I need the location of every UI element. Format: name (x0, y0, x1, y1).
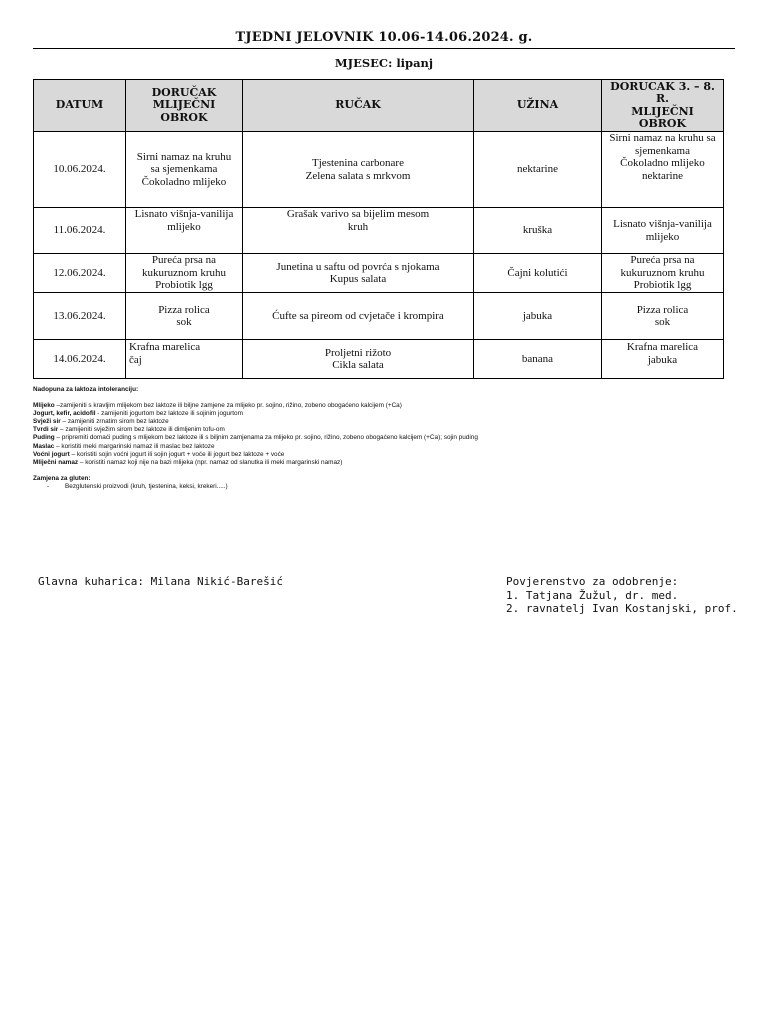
lactose-item (33, 451, 733, 459)
lactose-term: Mliječni namaz (33, 458, 79, 466)
cell-datum: 13.06.2024. (34, 293, 126, 340)
month-subtitle: MJESEC: lipanj (334, 56, 434, 70)
cell-line: Tjestenina carbonare (312, 157, 404, 169)
cell-line: mlijeko (645, 230, 680, 243)
table-row (34, 208, 724, 254)
cell-line: Čokoladno mlijeko (620, 157, 705, 169)
cell-datum: 14.06.2024. (34, 340, 126, 379)
header-line: DATUM (55, 98, 104, 112)
lactose-item (33, 459, 733, 467)
cell-line: Junetina u saftu od povrća s njokama (276, 260, 440, 273)
cell-datum: 11.06.2024. (34, 208, 126, 254)
title-divider (33, 48, 735, 49)
chef-signature: Glavna kuharica: Milana Nikić-Barešić (38, 575, 284, 588)
table-header-row (34, 80, 724, 132)
cell-uzina: banana (474, 340, 602, 379)
lactose-term: Puding (33, 434, 55, 442)
dietary-notes (33, 386, 733, 491)
header-line: R. (656, 92, 669, 105)
lactose-text: – koristiti namaz koji nije na bazi mlijeka (npr. namaz od slanutka ili meki margarinski namaz) (78, 458, 343, 466)
cell-uzina: Čajni kolutići (474, 254, 602, 293)
cell-line: mlijeko (167, 220, 201, 233)
cell-line: kruh (347, 220, 369, 233)
approval-title: Povjerenstvo za odobrenje: (506, 575, 679, 588)
approver-1: 1. Tatjana Žužul, dr. med. (506, 588, 679, 602)
header-line: UŽINA (516, 98, 559, 112)
header-uzina (474, 80, 602, 132)
lactose-term: Tvrdi sir (33, 426, 59, 434)
cell-line: Ćufte sa pireom od cvjetače i krompira (272, 309, 444, 322)
header-line: DORUČAK (151, 85, 217, 99)
cell-line: jabuka (647, 353, 678, 366)
cell-rucak (243, 254, 474, 293)
lactose-text: – koristiti sojin voćni jogurt ili sojin jogurt + voće ili jogurt bez laktoze + voće (69, 450, 285, 458)
header-line: RUČAK (335, 98, 381, 112)
lactose-term: Mlijeko (33, 402, 55, 410)
lactose-text: – pripremiti domaći puding s mlijekom bez laktoze ili s biljnim zamjenama za mlijeko pr. sojino, rižino, zobeno obogaćeno kalcijem (+Ca); sojin puding (54, 434, 478, 442)
page-title: TJEDNI JELOVNIK 10.06-14.06.2024. g. (235, 30, 533, 45)
header-line: DORUCAK 3. – 8. (610, 79, 715, 93)
cell-line: Probiotik lgg (155, 279, 213, 292)
cell-rucak (243, 208, 474, 254)
approver-2: 2. ravnatelj Ivan Kostanjski, prof. (506, 602, 738, 615)
cell-dorucak-3-8 (602, 254, 724, 293)
cell-datum: 10.06.2024. (34, 132, 126, 208)
spacer (33, 467, 733, 475)
header-datum (34, 80, 126, 132)
lactose-term: Svježi sir (33, 418, 61, 426)
gluten-text: Bezglutenski proizvodi (kruh, tjestenina, keksi, krekeri.....) (65, 482, 228, 490)
cell-line: Sirni namaz na kruhu (136, 150, 232, 163)
cell-line: kukuruznom kruhu (620, 266, 705, 279)
lactose-item (33, 426, 733, 434)
cell-line: Pureća prsa na (151, 254, 217, 267)
cell-dorucak (126, 208, 243, 254)
lactose-text: – zamijeniti zrnatim sirom bez laktoze (60, 418, 169, 426)
header-line: MLIJEČNI (152, 98, 216, 112)
header-dorucak-3-8 (602, 80, 724, 132)
cell-rucak (243, 132, 474, 208)
cell-line: Proljetni rižoto (324, 346, 392, 359)
cell-line: Zelena salata s mrkvom (305, 169, 411, 182)
header-line: MLIJEČNI (631, 104, 694, 118)
cell-dorucak-3-8 (602, 208, 724, 254)
cell-dorucak-3-8 (602, 293, 724, 340)
lactose-term: Jogurt, kefir, acidofil (33, 410, 96, 418)
header-line: OBROK (638, 117, 687, 130)
approval-committee (506, 575, 738, 616)
lactose-item (33, 410, 733, 418)
table-row (34, 132, 724, 208)
weekly-menu-table (33, 79, 724, 379)
cell-line: sok (176, 316, 192, 328)
cell-line: Pizza rolica (158, 303, 210, 316)
header-dorucak (126, 80, 243, 132)
table-row (34, 293, 724, 340)
lactose-text: –zamijeniti s kravljim mlijekom bez laktoze ili biljne zamjene za mlijeko pr. sojino, rižino, zobeno obogaćeno kalcijem (+Ca) (54, 402, 402, 410)
cell-line: Čokoladno mlijeko (141, 175, 227, 188)
cell-uzina: nektarine (474, 132, 602, 208)
cell-line: Lisnato višnja-vanilija (613, 218, 712, 230)
lactose-text: - zamijeniti jogurtom bez laktoze ili sojinim jogurtom (95, 410, 243, 418)
cell-datum: 12.06.2024. (34, 254, 126, 293)
spacer (33, 394, 733, 402)
gluten-item (33, 483, 733, 491)
cell-line: Probiotik lgg (633, 279, 692, 292)
cell-line: Sirni namaz na kruhu sa (609, 132, 716, 144)
gluten-heading: Zamjena za gluten: (33, 474, 91, 482)
lactose-term: Maslac (33, 442, 55, 450)
cell-line: Lisnato višnja-vanilija (134, 208, 234, 220)
cell-line: sok (654, 316, 671, 328)
lactose-item (33, 418, 733, 426)
cell-rucak (243, 340, 474, 379)
cell-line: sjemenkama (635, 144, 690, 157)
lactose-term: Voćni jogurt (33, 450, 70, 458)
cell-line: Kupus salata (329, 273, 387, 285)
cell-dorucak-3-8 (602, 132, 724, 208)
lactose-item (33, 443, 733, 451)
cell-line: kukuruznom kruhu (141, 266, 226, 279)
lactose-text: – zamijeniti svježim sirom bez laktoze ili dimljenim tofu-om (58, 426, 225, 434)
cell-line: Pizza rolica (636, 303, 689, 316)
cell-line: Cikla salata (332, 359, 384, 371)
cell-line: Krafna marelica (626, 341, 699, 353)
table-row (34, 254, 724, 293)
cell-line: sa sjemenkama (150, 163, 218, 176)
lactose-item (33, 402, 733, 410)
cell-line: Pureća prsa na (630, 254, 695, 267)
cell-uzina: jabuka (474, 293, 602, 340)
lactose-heading: Nadopuna za laktoza intoleranciju: (33, 386, 139, 393)
table-row (34, 340, 724, 379)
cell-dorucak (126, 293, 243, 340)
cell-uzina: kruška (474, 208, 602, 254)
lactose-item (33, 434, 733, 442)
cell-rucak (243, 293, 474, 340)
bullet-dash: - (47, 482, 50, 490)
cell-dorucak (126, 132, 243, 208)
cell-line: nektarine (642, 169, 683, 182)
cell-line: Grašak varivo sa bijelim mesom (286, 208, 430, 220)
lactose-text: – koristiti meki margarinski namaz ili maslac bez laktoze (54, 442, 215, 450)
cell-line: Krafna marelica (129, 341, 201, 353)
cell-dorucak (126, 340, 243, 379)
header-line: OBROK (160, 110, 208, 124)
cell-dorucak (126, 254, 243, 293)
header-rucak (243, 80, 474, 132)
cell-line: čaj (129, 353, 142, 366)
cell-dorucak-3-8 (602, 340, 724, 379)
